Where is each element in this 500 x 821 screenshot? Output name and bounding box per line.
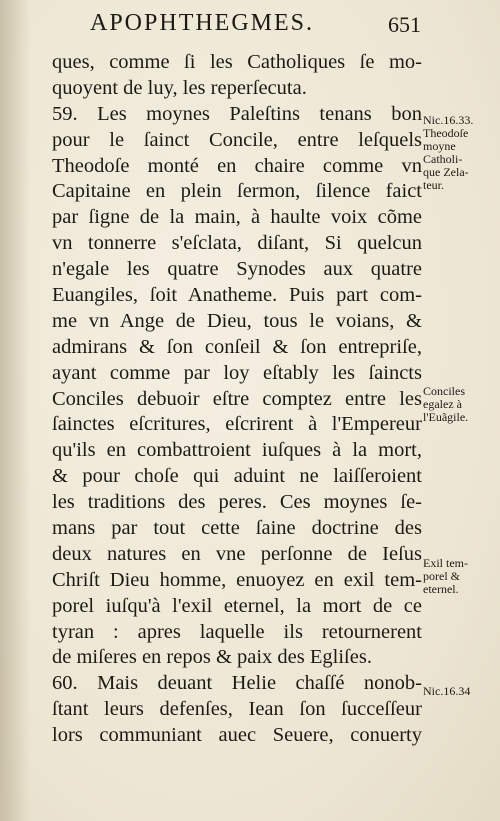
text-line: par ſigne de la main, à haulte voix cõme <box>52 206 422 229</box>
page-gutter-shadow <box>0 0 30 821</box>
margin-note-line: Nic.16.33. <box>423 113 474 127</box>
text-line: 60. Mais deuant Helie chaſſé nonob- <box>52 672 422 695</box>
text-line: Chriſt Dieu homme, enuoyez en exil tem- <box>52 568 422 591</box>
margin-note-line: eternel. <box>423 582 459 596</box>
margin-note-line: Exil tem- <box>423 556 468 570</box>
margin-note <box>423 385 495 424</box>
text-line: Theodoſe monté en chaire comme vn <box>52 154 422 177</box>
text-line: 59. Les moynes Paleſtins tenans bon <box>52 102 422 125</box>
margin-note-line: teur. <box>423 178 444 192</box>
text-line: ſainctes eſcritures, eſcrirent à l'Empereur <box>52 413 422 436</box>
margin-note-line: egalez à <box>423 397 462 411</box>
margin-note-line: Nic.16.34 <box>423 684 471 698</box>
running-title: APOPHTHEGMES. <box>90 10 315 36</box>
text-line: qu'ils en combattroient iuſques à la mort, <box>52 439 422 462</box>
text-line: mans par tout cette ſaine doctrine des <box>52 517 422 540</box>
page-number: 651 <box>388 12 421 37</box>
margin-note-line: l'Euãgile. <box>423 410 469 424</box>
margin-note-line: moyne <box>423 139 456 153</box>
text-line: ſtant leurs defenſes, Iean ſon ſucceſſeur <box>52 698 422 721</box>
margin-note-line: Catholi- <box>423 152 463 166</box>
text-line: les traditions des peres. Ces moynes ſe- <box>52 491 422 514</box>
margin-note-line: porel & <box>423 569 460 583</box>
text-line: n'egale les quatre Synodes aux quatre <box>52 258 422 281</box>
text-line: & pour choſe qui aduint ne laiſſeroient <box>52 465 422 488</box>
page-header <box>90 10 450 44</box>
text-line: porel iuſqu'à l'exil eternel, la mort de ce <box>52 594 422 617</box>
text-line: de miſeres en repos & paix des Egliſes. <box>52 646 372 669</box>
body-text <box>52 50 422 749</box>
margin-note <box>423 557 495 596</box>
text-line: deux natures en vne perſonne de Ieſus <box>52 542 422 565</box>
text-line: lors communiant auec Seuere, conuerty <box>52 724 422 747</box>
margin-note <box>423 685 495 698</box>
margin-note-line: Theodoſe <box>423 126 469 140</box>
text-line: quoyent de luy, les reperſecuta. <box>52 76 307 99</box>
text-line: tyran : apres laquelle ils retournerent <box>52 620 422 643</box>
text-line: me vn Ange de Dieu, tous le voians, & <box>52 309 422 332</box>
text-line: ques, comme ſi les Catholiques ſe mo- <box>52 51 422 73</box>
margin-note-line: Conciles <box>423 384 465 398</box>
text-line: admirans & ſon conſeil & ſon entrepriſe, <box>52 335 422 358</box>
text-line: Euangiles, ſoit Anatheme. Puis part com- <box>52 284 422 307</box>
text-line: ayant comme par loy eſtably les ſaincts <box>52 361 422 384</box>
text-line: Capitaine en plein ſermon, ſilence faict <box>52 180 422 203</box>
text-line: vn tonnerre s'eſclata, diſant, Si quelcun <box>52 232 422 255</box>
text-line: pour le ſainct Concile, entre leſquels <box>52 128 422 151</box>
margin-note <box>423 114 495 192</box>
margin-note-line: que Zela- <box>423 165 469 179</box>
text-line: Conciles debuoir eſtre comptez entre les <box>52 387 422 410</box>
